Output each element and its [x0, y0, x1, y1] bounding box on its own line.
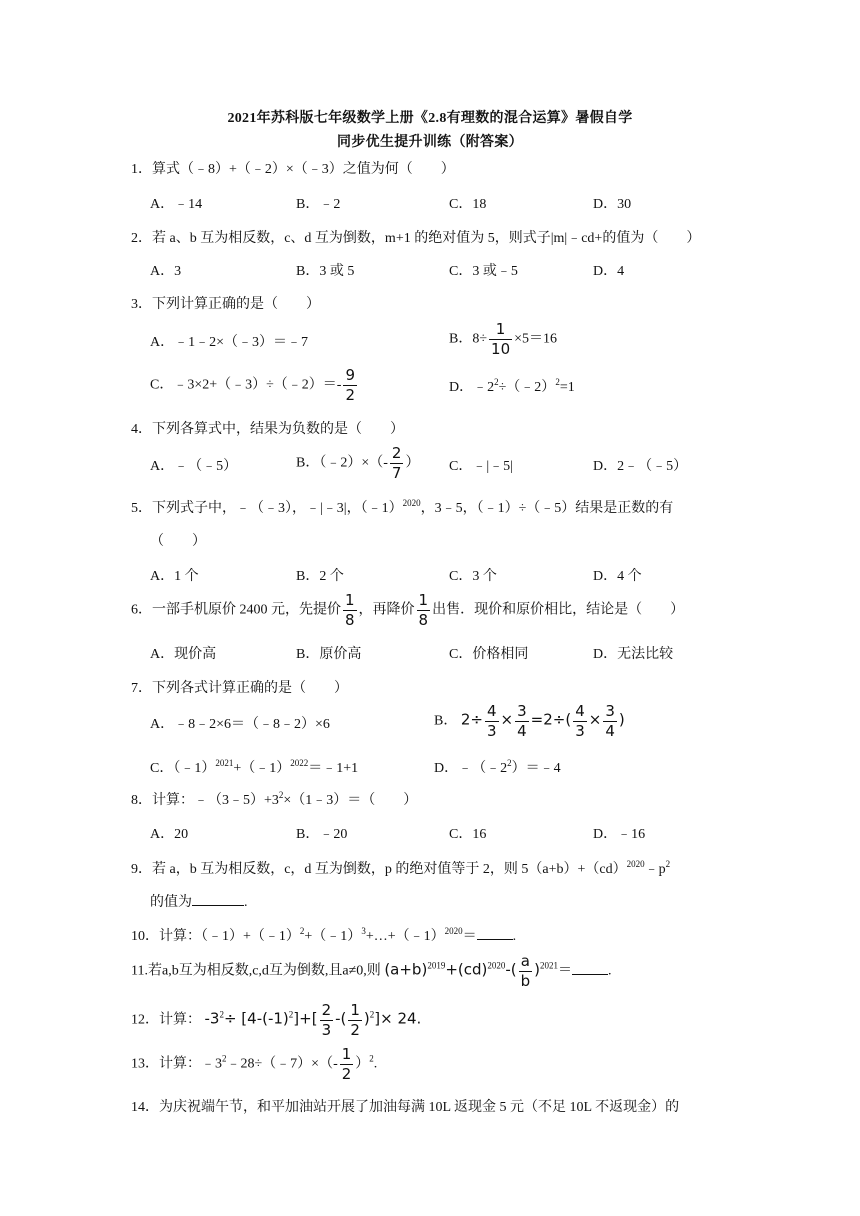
q5-option-a: A．1 个 — [150, 569, 199, 584]
q6-option-b: B．原价高 — [296, 647, 362, 662]
title-line-2: 同步优生提升训练（附答案） — [337, 135, 523, 150]
fraction: $\frac{1}{10}$ — [491, 320, 511, 358]
q7-option-c: C．（﹣1）$^{2021}$+（﹣1）$^{2022}$＝﹣1+1 — [150, 758, 359, 776]
q3-option-c: C．﹣3×2+（﹣3）÷（﹣2）＝- $\frac{9}{2}$ — [150, 366, 356, 404]
question-6: 6．一部手机原价 2400 元，先提价 $\frac{1}{8}$ ，再降价 $\frac{1}{8}$ 出售．现价和原价相比，结论是（ ） — [131, 591, 685, 629]
fraction: $\frac{1}{8}$ — [345, 591, 355, 629]
q5-option-d: D．4 个 — [593, 569, 642, 584]
q2-option-c: C．3 或﹣5 — [449, 264, 518, 279]
question-9-line-2: 的值为 . — [150, 895, 248, 910]
question-9: 9．若 a，b 互为相反数，c，d 互为倒数，p 的绝对值等于 2，则 $5(a+b)+(cd)^{2020}﹣p^2$ — [131, 859, 671, 877]
title-line-1: 2021年苏科版七年级数学上册《2.8有理数的混合运算》暑假自学 — [227, 111, 633, 126]
fraction: $\frac{9}{2}$ — [345, 366, 356, 404]
q3-option-a: A．﹣1﹣2×（﹣3）＝﹣7 — [150, 335, 309, 350]
fraction: $\frac{1}{8}$ — [418, 591, 429, 629]
fraction: $\frac{2}{7}$ — [391, 444, 402, 482]
fraction: $\frac{2}{3}$ — [321, 1001, 332, 1039]
question-14: 14．为庆祝端午节，和平加油站开展了加油每满 10L 返现金 5 元（不足 10L 不返现金）的 — [131, 1100, 680, 1115]
fraction: $\frac{4}{3}$ — [575, 702, 585, 740]
q1-option-a: A．﹣14 — [150, 197, 203, 212]
fraction: $\frac{a}{b}$ — [520, 952, 531, 990]
q5-option-b: B．2 个 — [296, 569, 344, 584]
question-1: 1．算式（﹣8）+（﹣2）×（﹣3）之值为何（ ） — [131, 162, 455, 177]
q1-option-c: C．18 — [449, 197, 487, 212]
question-10: 10．计算：（﹣1）+（﹣1）$^2$+（﹣1）$^3$+…+（﹣1）$^{2020}$＝ . — [131, 926, 517, 944]
q3-option-b — [449, 322, 557, 357]
question-8: 8．计算：$﹣(3﹣5)+3^2\times(1﹣3)=$（ ） — [131, 790, 418, 808]
question-11: 11.若a,b互为相反数,c,d互为倒数,且a≠0,则 $(a+b)^{2019}+(cd)^{2020}-$( $\frac{a}{b}$ )$^{2021}$＝ . — [131, 952, 612, 990]
question-5: 5．下列式子中，﹣（﹣3），﹣|﹣3|，（﹣1）$^{2020}$，3﹣5，（﹣1）÷（﹣5）结果是正数的有 — [131, 498, 674, 516]
q4-option-c: C．﹣|﹣5| — [449, 459, 513, 474]
q1-option-d: D．30 — [593, 197, 632, 212]
answer-blank[interactable] — [192, 893, 244, 906]
q2-option-d: D．4 — [593, 264, 625, 279]
question-13: 13．计算：$﹣3^2﹣28\div(﹣7)\times(-$ $\frac{1}{2}$ ）$^2$. — [131, 1045, 378, 1083]
fraction: $\frac{1}{2}$ — [341, 1045, 352, 1083]
question-12: 12．计算： $-3^2\div [4-(-1)^2]+$[ $\frac{2}{3}$ -( $\frac{1}{2}$ )$^2$]× 24. — [131, 1001, 422, 1039]
q8-option-a: A．20 — [150, 827, 189, 842]
q5-option-c: C．3 个 — [449, 569, 497, 584]
fraction: $\frac{3}{4}$ — [517, 702, 527, 740]
fraction: $\frac{4}{3}$ — [486, 702, 497, 740]
answer-blank[interactable] — [477, 927, 513, 940]
q2-option-b: B．3 或 5 — [296, 264, 355, 279]
fraction: $\frac{1}{2}$ — [350, 1001, 360, 1039]
q1-option-b: B．﹣2 — [296, 197, 341, 212]
q4-option-a: A．﹣（﹣5） — [150, 459, 238, 474]
q7-option-d: D．$﹣(﹣2^2)=﹣4$ — [434, 758, 561, 776]
fraction: $\frac{3}{4}$ — [605, 702, 615, 740]
answer-blank[interactable] — [572, 962, 608, 975]
question-7: 7．下列各式计算正确的是（ ） — [131, 681, 348, 696]
question-2: 2．若 a、b 互为相反数，c、d 互为倒数，m+1 的绝对值为 5，则式子|m|﹣cd+的值为（ ） — [131, 231, 701, 246]
q6-option-c: C．价格相同 — [449, 647, 529, 662]
q4-option-d: D．2﹣（﹣5） — [593, 459, 688, 474]
q6-option-d: D．无法比较 — [593, 647, 674, 662]
question-3: 3．下列计算正确的是（ ） — [131, 297, 320, 312]
q8-option-d: D．﹣16 — [593, 827, 646, 842]
q2-option-a: A．3 — [150, 264, 182, 279]
q7-option-b: B． 2÷ $\frac{4}{3}$ × $\frac{3}{4}$ =2÷( $\frac{4}{3}$ × $\frac{3}{4}$ ) — [434, 702, 625, 740]
q8-option-b: B．﹣20 — [296, 827, 348, 842]
q6-option-a: A．现价高 — [150, 647, 217, 662]
q3-option-b-pre: B．8÷ — [449, 331, 488, 347]
question-4: 4．下列各算式中，结果为负数的是（ ） — [131, 422, 404, 437]
q4-option-b: B．（﹣2）×（- $\frac{2}{7}$ ） — [296, 444, 420, 482]
q3-option-d: D．$﹣2^2\div(﹣2)^2=1$ — [449, 377, 575, 395]
question-5-line-2: （ ） — [150, 534, 206, 549]
q7-option-a: A．﹣8﹣2×6＝（﹣8﹣2）×6 — [150, 717, 330, 732]
q8-option-c: C．16 — [449, 827, 487, 842]
q3-option-b-post: ×5＝16 — [514, 331, 558, 347]
